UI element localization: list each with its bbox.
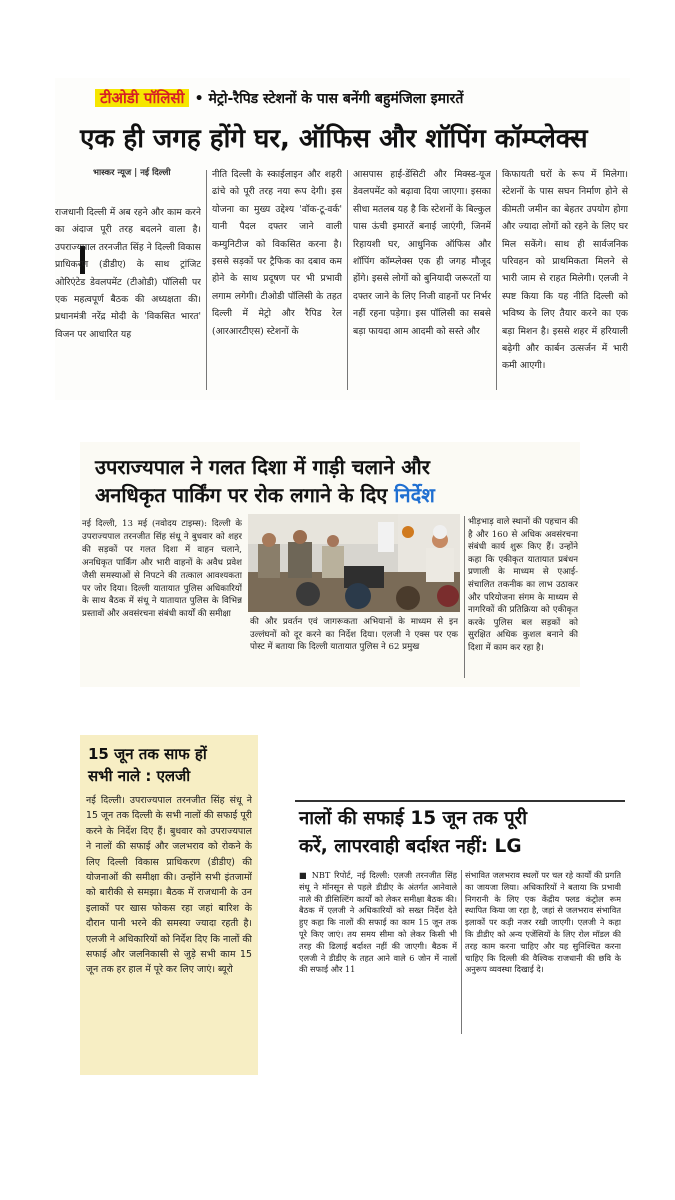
headline-accent: निर्देश — [394, 483, 435, 507]
headline-line-2: सभी नाले : एलजी — [88, 767, 191, 785]
column-3: भीड़भाड़ वाले स्थानों की पहचान की है और 160 से अधिक अवसंरचना संबंधी कार्य शुरू किए हैं। उन्होंने कहा कि एकीकृत यातायात प्रबंधन प्रणाली के माध्यम से एआई-संचालित तकनीक का लाभ उठाकर और परियोजना संगम के माध्यम से नागरिकों की प्रतिक्रिया को एकीकृत करके पुलिस बल सड़कों को सुरक्षित अधिक कुशल बनाने की दिशा में काम कर रहा है। — [468, 517, 578, 653]
clip-drains-nbt — [295, 800, 625, 1042]
column-1: नई दिल्ली, 13 मई (नवोदय टाइम्स): दिल्ली के उपराज्यपाल तरनजीत सिंह संधू ने बुधवार को शहर की सड़कों पर गलत दिशा में वाहन चलाने, अनधिकृत पार्किंग और भारी वाहनों के अवैध प्रवेश जैसी समस्याओं से निपटने की तत्काल आवश्यकता पर जोर दिया। दिल्ली यातायात पुलिस अधिकारियों के साथ बैठक में संधू ने यातायात पुलिस के विभिन्न प्रस्तावों और अवसंरचना संबंधी कार्यों की समीक्षा — [82, 519, 242, 620]
kicker-red: टीओडी पॉलिसी — [95, 89, 189, 107]
column-4: किफायती घरों के रूप में मिलेगा। स्टेशनों के पास सघन निर्माण होने से कीमती जमीन का बेहतर उपयोग होगा और ज्यादा लोगों को रहने के लिए घर मिल सकेंगे। साथ ही सार्वजनिक परिवहन को प्राथमिकता मिलने से भारी जाम से राहत मिलेगी। एलजी ने स्पष्ट किया कि यह नीति दिल्ली को भविष्य के लिए तैयार करने का एक बड़ा मिशन है। इससे शहर में हरियाली बढ़ेगी और कार्बन उत्सर्जन में भारी कमी आएगी। — [502, 169, 628, 372]
byline: भास्कर न्यूज | नई दिल्ली — [93, 168, 171, 178]
column-rule — [461, 870, 462, 1034]
headline-line-1: 15 जून तक साफ हों — [88, 745, 207, 763]
meeting-photo-image — [248, 514, 460, 612]
column-rule — [496, 170, 497, 390]
column-rule — [464, 516, 465, 678]
headline-line-2 — [95, 482, 435, 508]
column-2: की और प्रवर्तन एवं जागरूकता अभियानों के माध्यम से इन उल्लंघनों को दूर करने का निर्देश दिया। एलजी ने एक्स पर एक पोस्ट में बताया कि दिल्ली यातायात पुलिस ने 62 प्रमुख — [250, 617, 458, 653]
article-body: नई दिल्ली। उपराज्यपाल तरनजीत सिंह संधू ने 15 जून तक दिल्ली के सभी नालों की सफाई पूरी करने के निर्देश दिए हैं। बुधवार को उपराज्यपाल ने नालों की सफाई और जलभराव को रोकने के लिए दिल्ली विकास प्राधिकरण (डीडीए) की योजनाओं की समीक्षा की। उन्होंने सभी इंतजामों को बारीकी से समझा। बैठक में राजधानी के उन इलाकों पर खास फोकस रहा जहां बारिश के दौरान पानी भरने की समस्या ज्यादा रहती है। एलजी ने अधिकारियों को निर्देश दिए कि नालों की सफाई और जलनिकासी से जुड़े सभी काम 15 जून तक हर हाल में पूरे कर लिए जाएं। ब्यूरो — [86, 795, 252, 976]
kicker — [95, 85, 463, 112]
clip-tod-policy — [55, 78, 630, 400]
clip-drains-yellow — [80, 735, 258, 1075]
column-3: आसपास हाई-डेंसिटी और मिक्स्ड-यूज डेवलपमेंट को बढ़ावा दिया जाएगा। इसका सीधा मतलब यह है कि स्टेशनों के बिल्कुल पास ऊंची इमारतें बनाई जाएंगी, जिनमें रिहायशी घर, आधुनिक ऑफिस और शॉपिंग कॉम्प्लेक्स एक ही जगह मौजूद होंगे। इससे लोगों को बुनियादी जरूरतों या दफ्तर जाने के लिए निजी वाहनों पर निर्भर नहीं रहना पड़ेगा। इस पॉलिसी का सबसे बड़ा फायदा आम आदमी को सस्ते और — [353, 169, 491, 337]
column-rule — [347, 170, 348, 390]
meeting-photo — [248, 514, 460, 612]
column-1: ■ NBT रिपोर्ट, नई दिल्ली: एलजी तरनजीत सिंह संधू ने मॉनसून से पहले डीडीए के अंतर्गत आनेवाले नाले की डीसिल्टिंग कार्यों को लेकर समीक्षा बैठक की। बैठक में एलजी ने अधिकारियों को सख्त निर्देश देते हुए कहा कि नालों की सफाई का काम 15 जून तक पूरे किए जाएं। तय समय सीमा को लेकर किसी भी तरह की ढिलाई बर्दाश्त नहीं की जाएगी। बैठक में एलजी ने डीडीए के तहत आने वाले 6 जोन में नालों की सफाई और 11 — [299, 870, 457, 975]
headline: एक ही जगह होंगे घर, ऑफिस और शॉपिंग कॉम्प्लेक्स — [80, 124, 588, 154]
headline-line-2a: अनधिकृत पार्किंग पर रोक लगाने के दिए — [95, 483, 388, 507]
headline-line-1: उपराज्यपाल ने गलत दिशा में गाड़ी चलाने और — [95, 455, 430, 479]
column-rule — [206, 170, 207, 390]
kicker-rest: • मेट्रो-रैपिड स्टेशनों के पास बनेंगी बहुमंजिला इमारतें — [194, 91, 464, 107]
headline-line-1: नालों की सफाई 15 जून तक पूरी — [299, 808, 528, 829]
column-2: संभावित जलभराव स्थलों पर चल रहे कार्यों की प्रगति का जायजा लिया। अधिकारियों ने बताया कि प्रभावी निगरानी के लिए एक केंद्रीय फ्लड कंट्रोल रूम स्थापित किया जा रहा है, जहां से जलभराव संभावित इलाकों पर कड़ी नजर रखी जाएगी। एलजी ने कहा कि डीडीए को अन्य एजेंसियों के लिए रोल मॉडल की तरह काम करना चाहिए और यह सुनिश्चित करना चाहिए कि दिल्ली की वैश्विक राजधानी की छवि के अनुरूप व्यवस्था दिखाई दे। — [465, 870, 621, 975]
column-1: राजधानी दिल्ली में अब रहने और काम करने का अंदाज पूरी तरह बदलने वाला है। उपराज्यपाल तरनजीत सिंह ने दिल्ली विकास प्राधिकरण (डीडीए) के साथ ट्रांजिट ओरिएंटेड डेवलपमेंट (टीओडी) पॉलिसी पर एक महत्वपूर्ण बैठक की अध्यक्षता की। प्रधानमंत्री नरेंद्र मोदी के 'विकसित भारत' विजन पर आधारित यह — [55, 207, 201, 340]
headline-line-2: करें, लापरवाही बर्दाश्त नहीं: LG — [299, 836, 522, 857]
column-2: नीति दिल्ली के स्काईलाइन और शहरी ढांचे को पूरी तरह नया रूप देगी। इस योजना का मुख्य उद्देश्य 'वॉक-टू-वर्क' यानी पैदल दफ्तर जाने वाली कम्युनिटीज को विकसित करना है। इससे सड़कों पर ट्रैफिक का दबाव कम होने के साथ प्रदूषण पर भी प्रभावी लगाम लगेगी। टीओडी पॉलिसी के तहत दिल्ली में मेट्रो और रैपिड रेल (आरआरटीएस) स्टेशनों के — [212, 169, 342, 337]
clip-traffic — [80, 442, 580, 687]
